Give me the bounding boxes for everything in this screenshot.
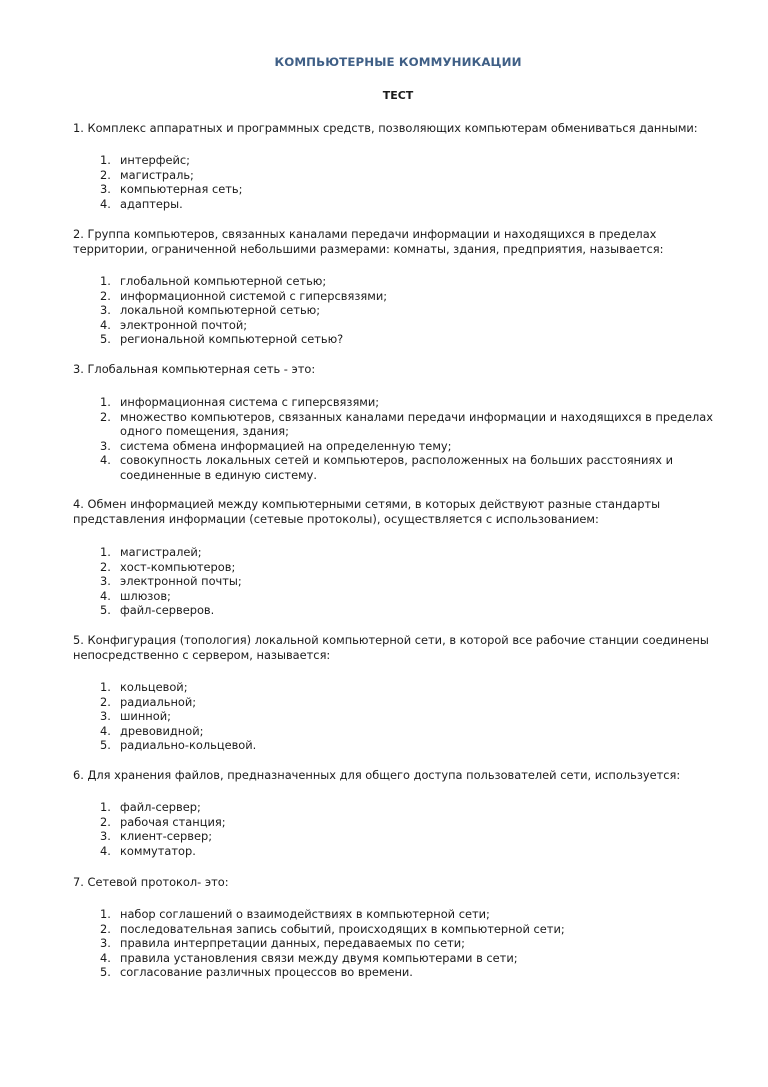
- question-4: 4. Обмен информацией между компьютерными сетями, в которых действуют разные стандарты представления информации (сетевые протоколы), осуществляется с использованием:: [73, 497, 661, 526]
- option-text: совокупность локальных сетей и компьютеров, расположенных на больших расстояниях и соединенные в единую систему.: [120, 453, 674, 482]
- option-number: 3.: [100, 438, 111, 453]
- option-number: 1.: [100, 680, 111, 694]
- option: [73, 574, 718, 589]
- option-text: магистраль;: [120, 167, 194, 182]
- option-number: 4.: [100, 196, 111, 211]
- option-number: 2.: [100, 814, 111, 829]
- question-3: 3. Глобальная компьютерная сеть - это:: [73, 362, 316, 376]
- option-number: 1.: [100, 800, 111, 814]
- option-number: 1.: [100, 274, 111, 288]
- option: [73, 829, 718, 844]
- document-subtitle: ТЕСТ: [382, 89, 414, 102]
- option-number: 5.: [100, 965, 111, 980]
- option: [73, 182, 718, 197]
- option-number: 3.: [100, 574, 111, 589]
- option-number: 4.: [100, 843, 111, 858]
- question-2: 2. Группа компьютеров, связанных каналами передачи информации и находящихся в пределах территории, ограниченной небольшими размерами: комнаты, здания, предприятия, называется:: [73, 227, 664, 256]
- option-text: шинной;: [120, 709, 171, 724]
- option-number: 3.: [100, 829, 111, 844]
- option-text: правила интерпретации данных, передаваемых по сети;: [120, 936, 465, 951]
- option: [73, 153, 718, 168]
- option-text: электронной почты;: [120, 574, 242, 589]
- option-text: последовательная запись событий, происходящих в компьютерной сети;: [120, 921, 565, 936]
- option: [73, 800, 718, 815]
- option: [73, 303, 718, 318]
- question-5: 5. Конфигурация (топология) локальной компьютерной сети, в которой все рабочие станции соединены непосредственно с сервером, называется:: [73, 633, 709, 662]
- option-text: рабочая станция;: [120, 814, 226, 829]
- option-number: 2.: [100, 921, 111, 936]
- question-6: 6. Для хранения файлов, предназначенных для общего доступа пользователей сети, используется:: [73, 768, 681, 782]
- question-1: 1. Комплекс аппаратных и программных средств, позволяющих компьютерам обмениваться данными:: [73, 121, 698, 135]
- option-number: 1.: [100, 153, 111, 167]
- option: [73, 318, 718, 333]
- option-number: 4.: [100, 317, 111, 332]
- option-number: 1.: [100, 907, 111, 921]
- option: [73, 603, 718, 618]
- option: [73, 289, 718, 304]
- option-number: 5.: [100, 738, 111, 753]
- option-text: радиально-кольцевой.: [120, 738, 257, 753]
- option: [73, 274, 718, 289]
- option-number: 1.: [100, 395, 111, 409]
- option-text: коммутатор.: [120, 843, 196, 858]
- option: [73, 560, 718, 575]
- question-2-options: [73, 274, 718, 347]
- option-number: 4.: [100, 950, 111, 965]
- option-number: 2.: [100, 694, 111, 709]
- question-6-options: [73, 800, 718, 858]
- option: [73, 965, 718, 980]
- question-1-options: [73, 153, 718, 211]
- option: [73, 197, 718, 212]
- option-text: клиент-сервер;: [120, 829, 213, 844]
- option: [73, 724, 718, 739]
- option-number: 3.: [100, 709, 111, 724]
- option-number: 2.: [100, 559, 111, 574]
- option: [73, 410, 718, 439]
- option-text: множество компьютеров, связанных каналами передачи информации и находящихся в пределах одного помещения, здания;: [120, 409, 713, 439]
- question-5-options: [73, 680, 718, 753]
- option-number: 1.: [100, 545, 111, 559]
- option-text: глобальной компьютерной сетью;: [120, 274, 327, 288]
- option-number: 2.: [100, 409, 111, 424]
- option: [73, 695, 718, 710]
- option: [73, 936, 718, 951]
- option-text: согласование различных процессов во времени.: [120, 965, 413, 980]
- option-text: шлюзов;: [120, 588, 171, 603]
- option-text: хост-компьютеров;: [120, 559, 236, 574]
- option-number: 5.: [100, 332, 111, 347]
- option: [73, 545, 718, 560]
- option: [73, 168, 718, 183]
- option-number: 3.: [100, 182, 111, 197]
- option-number: 2.: [100, 167, 111, 182]
- option-number: 3.: [100, 303, 111, 318]
- option-number: 2.: [100, 288, 111, 303]
- option-number: 4.: [100, 723, 111, 738]
- option-text: файл-серверов.: [120, 603, 215, 618]
- option-number: 5.: [100, 603, 111, 618]
- option: [73, 907, 718, 922]
- option-text: правила установления связи между двумя компьютерами в сети;: [120, 950, 518, 965]
- question-7-options: [73, 907, 718, 980]
- question-3-options: [73, 395, 718, 483]
- option-text: файл-сервер;: [120, 800, 201, 814]
- document-title: КОМПЬЮТЕРНЫЕ КОММУНИКАЦИИ: [274, 55, 522, 69]
- option: [73, 332, 718, 347]
- option-text: региональной компьютерной сетью?: [120, 332, 344, 347]
- option: [73, 439, 718, 454]
- option: [73, 815, 718, 830]
- option: [73, 589, 718, 604]
- option-text: кольцевой;: [120, 680, 188, 694]
- option-text: адаптеры.: [120, 196, 183, 211]
- option-text: древовидной;: [120, 723, 204, 738]
- option: [73, 951, 718, 966]
- option-text: магистралей;: [120, 545, 202, 559]
- option: [73, 709, 718, 724]
- option-text: информационной системой с гиперсвязями;: [120, 288, 388, 303]
- option-text: система обмена информацией на определенную тему;: [120, 438, 452, 453]
- question-4-options: [73, 545, 718, 618]
- option-number: 3.: [100, 936, 111, 951]
- option: [73, 844, 718, 859]
- option: [73, 922, 718, 937]
- option-text: локальной компьютерной сетью;: [120, 303, 321, 318]
- question-7: 7. Сетевой протокол- это:: [73, 875, 229, 889]
- option-number: 4.: [100, 588, 111, 603]
- option-number: 4.: [100, 453, 111, 468]
- option: [73, 395, 718, 410]
- option: [73, 453, 718, 482]
- option-text: радиальной;: [120, 694, 197, 709]
- option-text: набор соглашений о взаимодействиях в компьютерной сети;: [120, 907, 490, 921]
- option-text: компьютерная сеть;: [120, 182, 243, 197]
- option-text: интерфейс;: [120, 153, 190, 167]
- option: [73, 738, 718, 753]
- option-text: электронной почтой;: [120, 317, 248, 332]
- option: [73, 680, 718, 695]
- option-text: информационная система с гиперсвязями;: [120, 395, 380, 409]
